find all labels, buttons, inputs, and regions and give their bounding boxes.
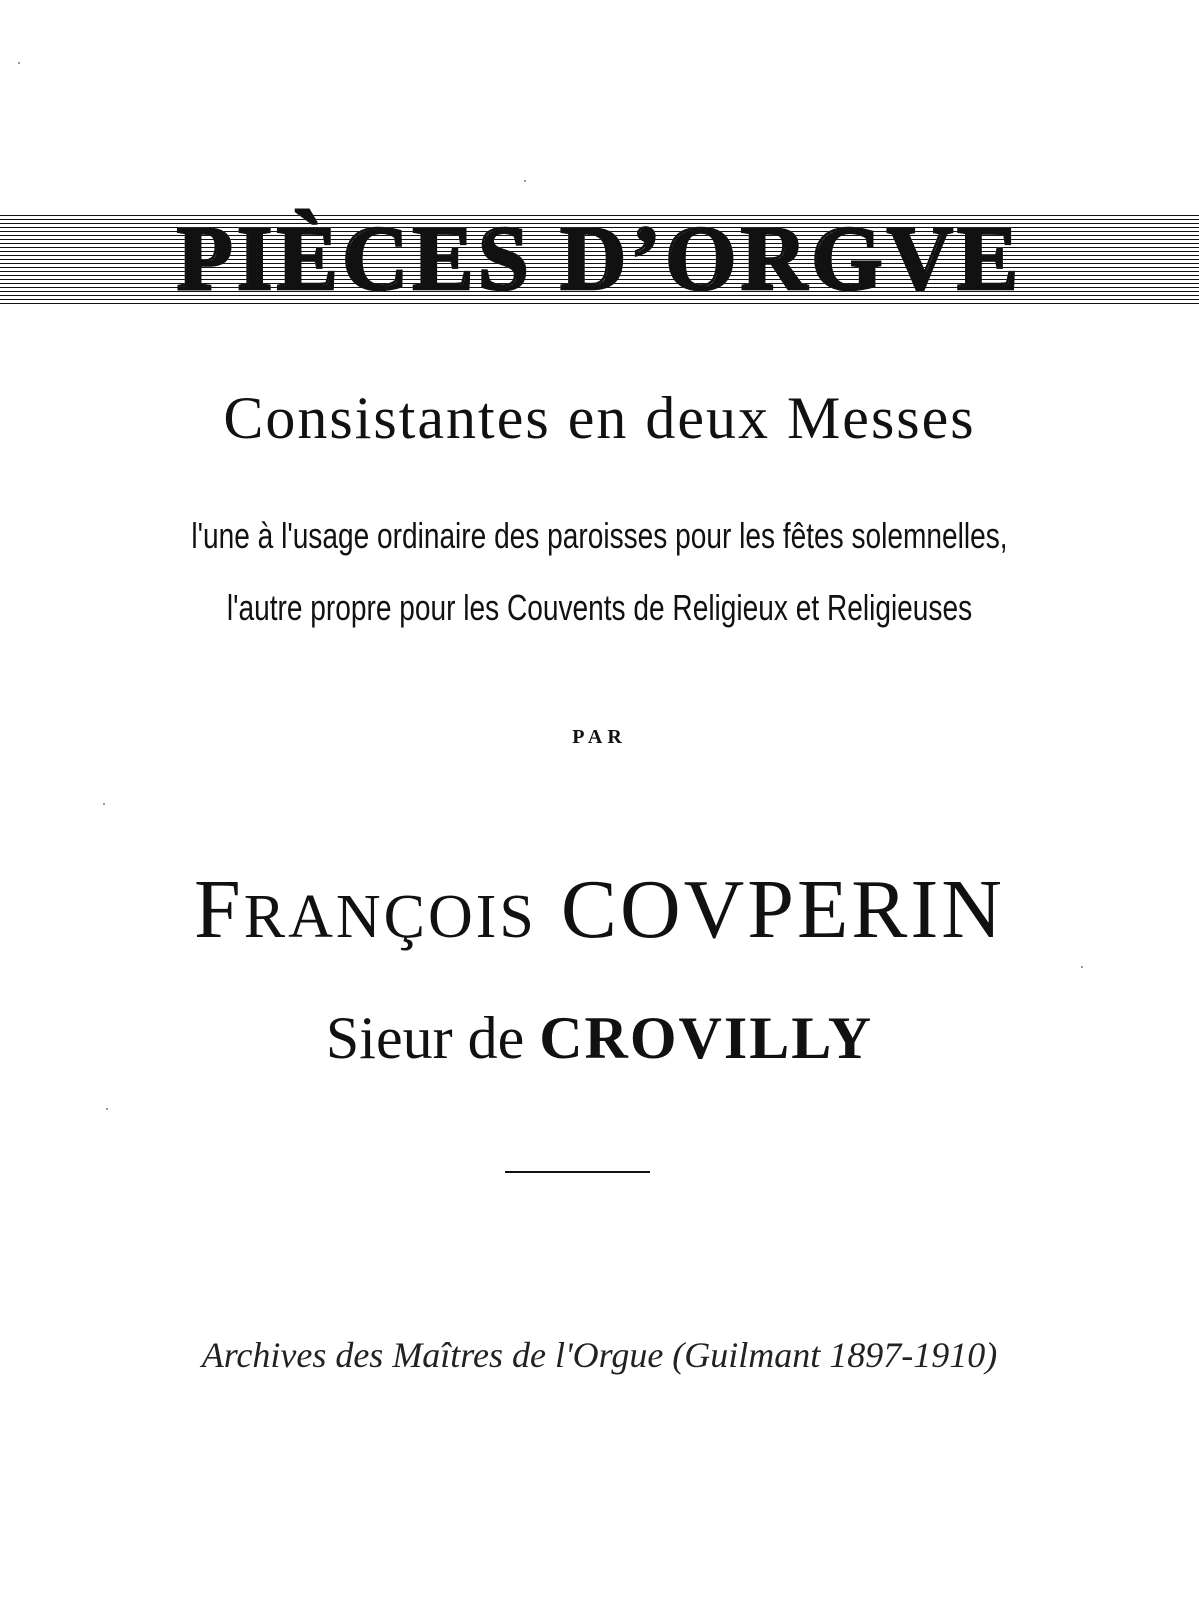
source-citation: Archives des Maîtres de l'Orgue (Guilmant 1897-1910) [201, 1335, 998, 1375]
main-title [0, 207, 1199, 309]
divider-rule [505, 1171, 650, 1173]
author-first-initial: F [194, 863, 244, 956]
scan-speck [103, 803, 105, 805]
author-title-place: CROVILLY [539, 1005, 874, 1071]
author-name [0, 863, 1199, 956]
author-last-name: COVPERIN [560, 863, 1005, 956]
by-label: PAR [572, 726, 627, 748]
scan-speck [18, 62, 20, 64]
description-line-1: l'une à l'usage ordinaire des paroisses pour les fêtes solemnelles, [191, 515, 1008, 556]
description-line-2: l'autre propre pour les Couvents de Religieux et Religieuses [226, 587, 973, 628]
scan-speck [1081, 966, 1083, 968]
scan-speck [524, 180, 526, 182]
author-title [0, 1005, 1199, 1071]
scan-speck [106, 1108, 108, 1110]
author-first-rest: RANÇOIS [243, 883, 537, 951]
main-title-text: PIÈCES D’ORGVE [176, 207, 1023, 309]
subtitle: Consistantes en deux Messes [223, 385, 976, 451]
author-title-prefix: Sieur de [325, 1005, 525, 1071]
